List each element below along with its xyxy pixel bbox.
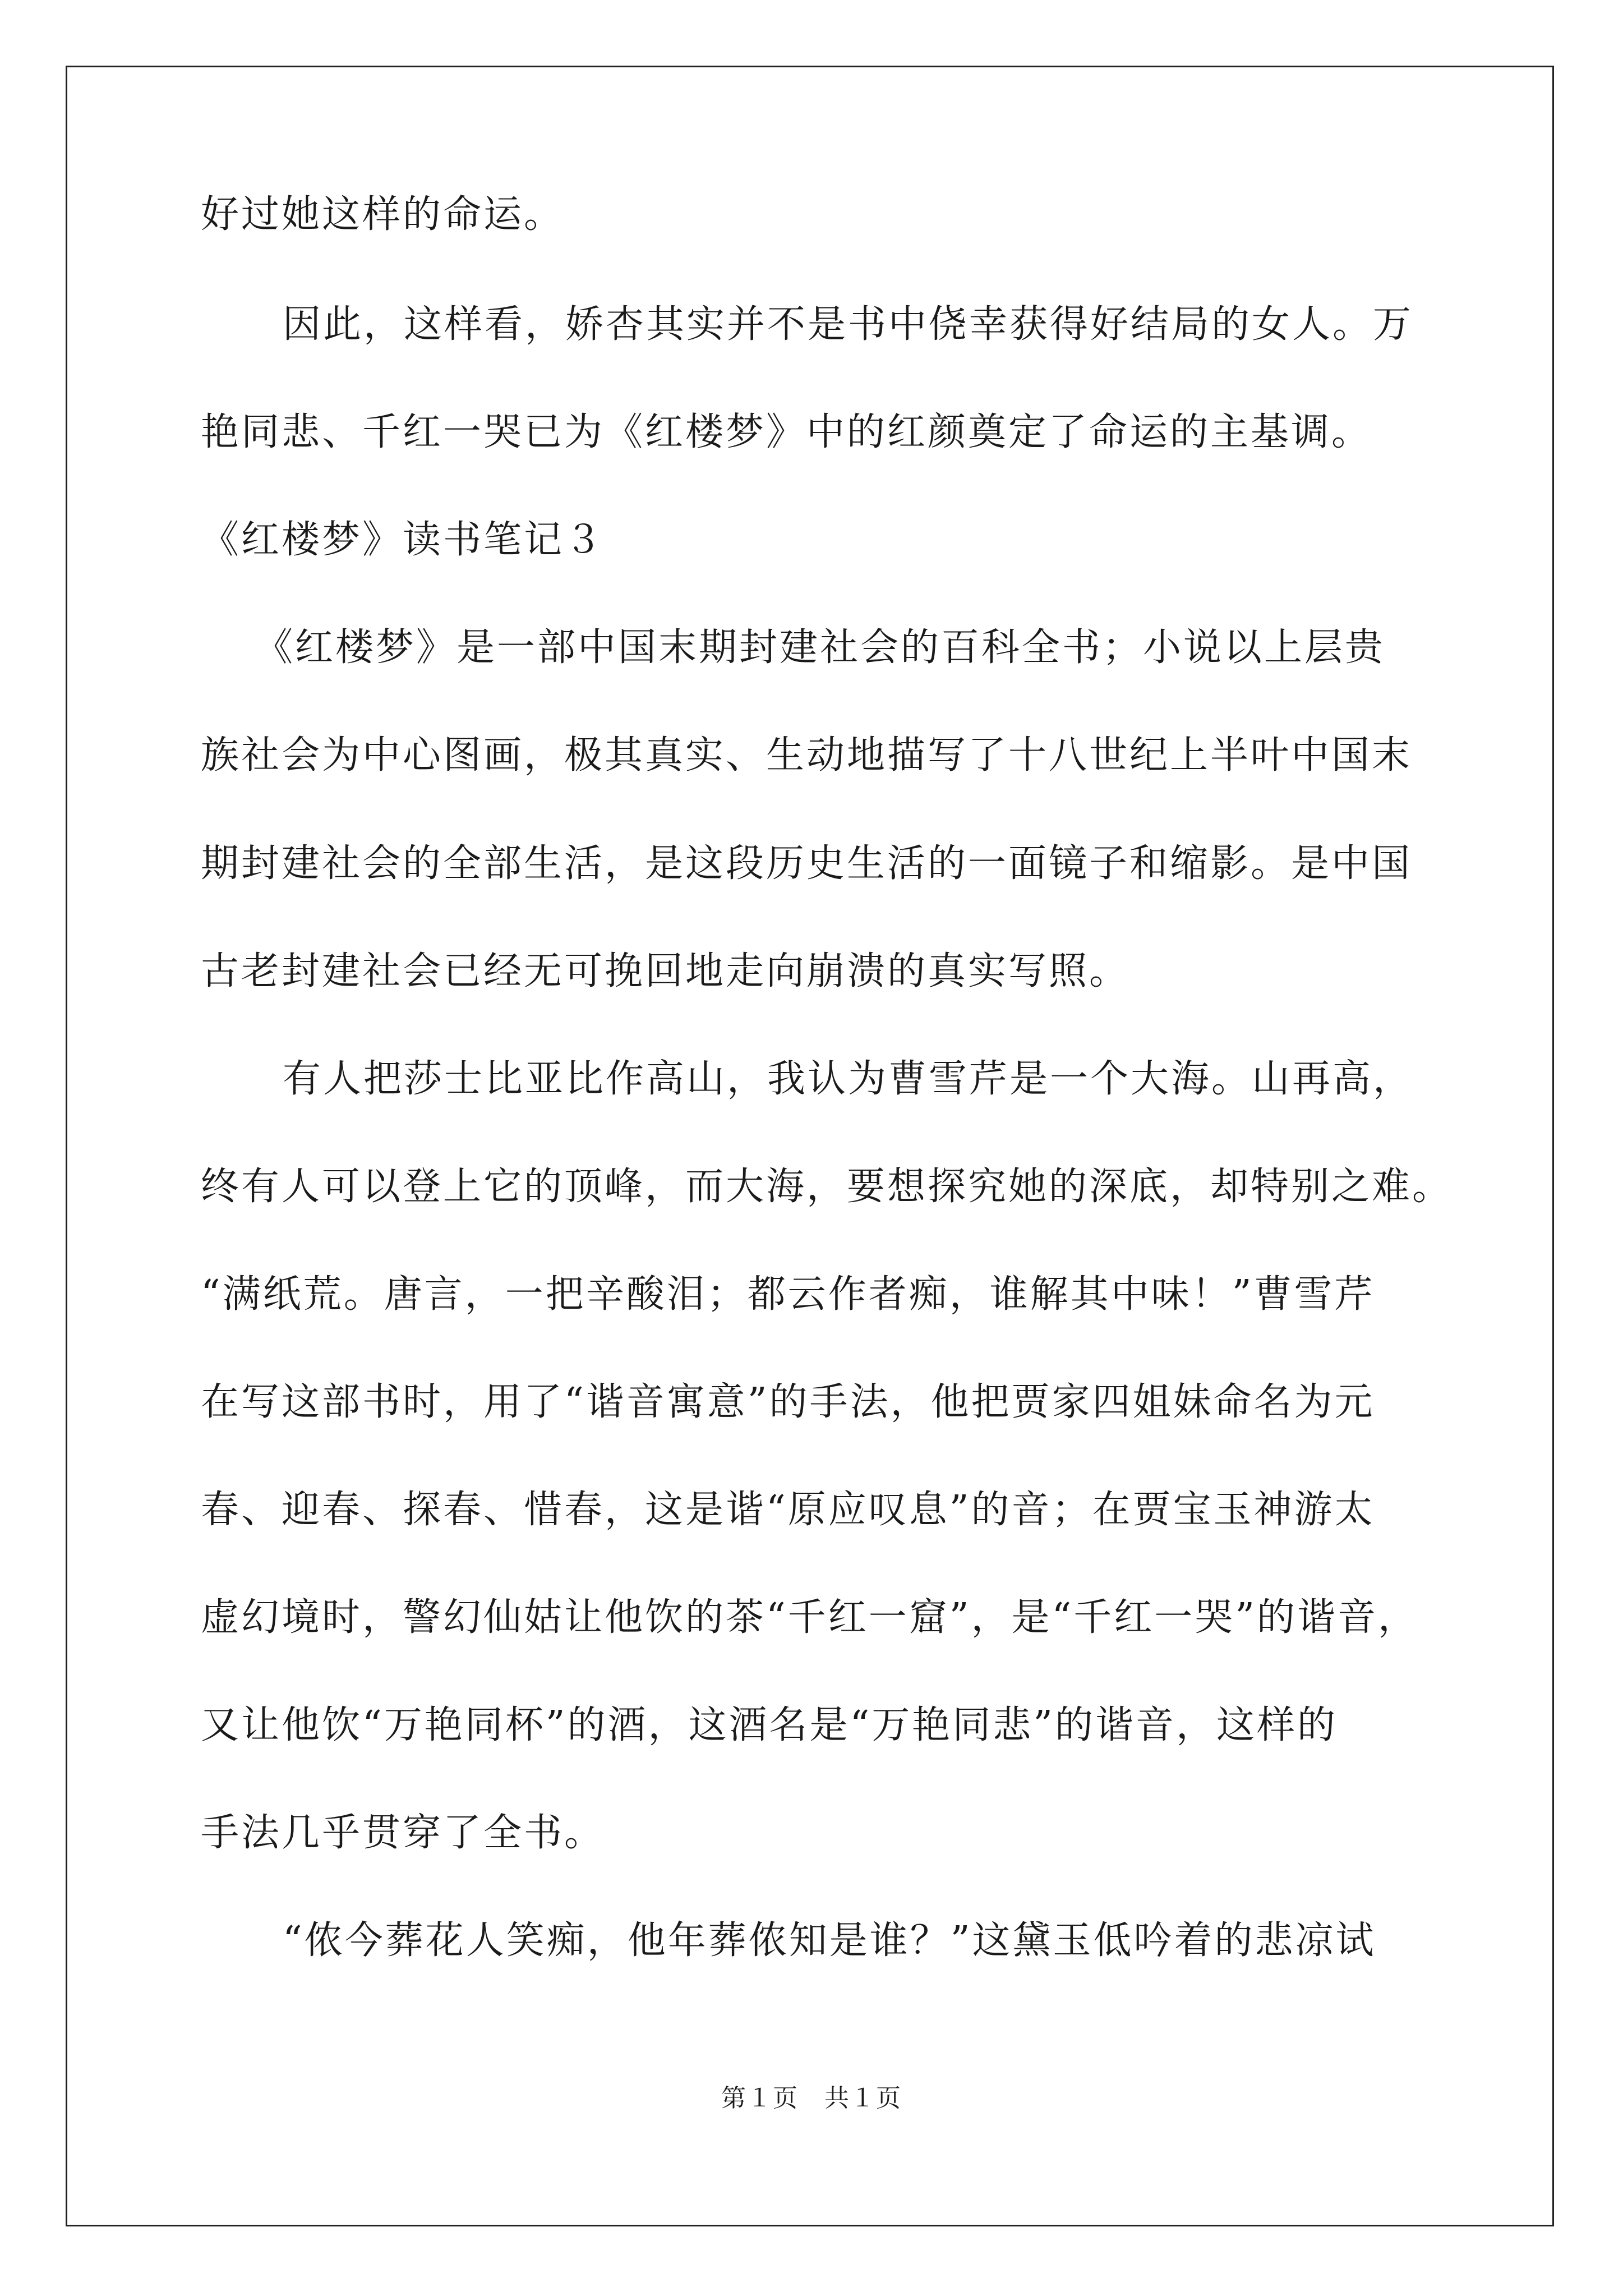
- text-line: 虚幻境时，警幻仙姑让他饮的茶“千红一窟”，是“千红一哭”的谐音，: [201, 1595, 1419, 1640]
- paragraph-first-line: 有人把莎士比亚比作高山，我认为曹雪芹是一个大海。山再高，: [283, 1057, 1414, 1101]
- text-line: “满纸荒。唐言，一把辛酸泪；都云作者痴，谁解其中味！”曹雪芹: [201, 1272, 1375, 1317]
- text-line: 手法几乎贯穿了全书。: [201, 1811, 605, 1855]
- page-border: [66, 66, 1554, 2226]
- text-line: 春、迎春、探春、惜春，这是谐“原应叹息”的音；在贾宝玉神游太: [201, 1488, 1375, 1532]
- text-line: 好过她这样的命运。: [201, 192, 565, 237]
- paragraph-first-line: “侬今葬花人笑痴，他年葬侬知是谁？”这黛玉低吟着的悲凉试: [283, 1918, 1376, 1963]
- text-line: 又让他饮“万艳同杯”的酒，这酒名是“万艳同悲”的谐音，这样的: [201, 1703, 1338, 1747]
- text-line: 终有人可以登上它的顶峰，而大海，要想探究她的深底，却特别之难。: [201, 1165, 1453, 1209]
- paragraph-first-line: 因此，这样看，娇杏其实并不是书中侥幸获得好结局的女人。万: [283, 302, 1414, 347]
- text-line: 艳同悲、千红一哭已为《红楼梦》中的红颜奠定了命运的主基调。: [201, 410, 1372, 454]
- text-line: 古老封建社会已经无可挽回地走向崩溃的真实写照。: [201, 949, 1130, 993]
- page-footer: 第１页 共１页: [721, 2084, 902, 2113]
- text-line: 族社会为中心图画，极其真实、生动地描写了十八世纪上半叶中国末: [201, 733, 1413, 777]
- text-line: 在写这部书时，用了“谐音寓意”的手法，他把贾家四姐妹命名为元: [201, 1380, 1375, 1424]
- section-heading: 《红楼梦》读书笔记３: [201, 518, 605, 562]
- paragraph-first-line: 《红楼梦》是一部中国末期封建社会的百科全书；小说以上层贵: [255, 625, 1386, 670]
- text-line: 期封建社会的全部生活，是这段历史生活的一面镜子和缩影。是中国: [201, 841, 1413, 886]
